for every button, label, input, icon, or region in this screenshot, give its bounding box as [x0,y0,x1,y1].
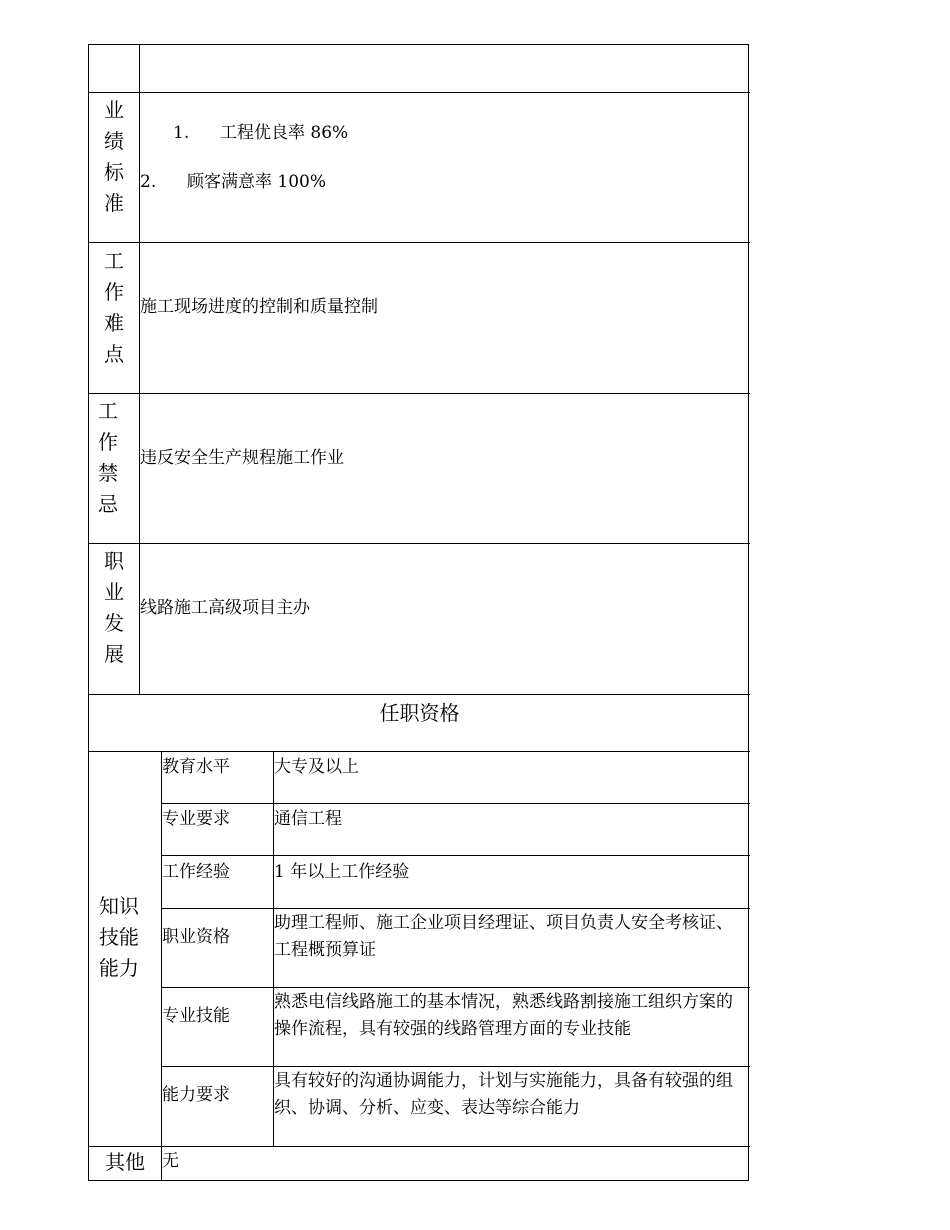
qualification-value-ability: 具有较好的沟通协调能力，计划与实施能力，具备有较强的组织、协调、分析、应变、表达等综合能力 [274,1071,733,1118]
qualification-value-certification: 助理工程师、施工企业项目经理证、项目负责人安全考核证、工程概预算证 [274,913,733,960]
row-divider [89,393,750,394]
row-divider [89,543,750,544]
difficulty-label: 工 作 难 点 [104,249,124,366]
qualification-value-education: 大专及以上 [274,757,359,777]
performance-item-2-number: 2. [140,172,157,192]
row-divider [161,1066,750,1067]
qualification-label-major: 专业要求 [162,809,230,829]
row-divider [161,908,750,909]
other-value: 无 [162,1151,179,1171]
difficulty-text: 施工现场进度的控制和质量控制 [140,297,378,317]
qualification-label-experience: 工作经验 [162,862,230,882]
career-text: 线路施工高级项目主办 [140,598,310,618]
row-divider [161,987,750,988]
qualification-label-ability: 能力要求 [162,1085,230,1105]
qualification-value-skills: 熟悉电信线路施工的基本情况，熟悉线路割接施工组织方案的操作流程，具有较强的线路管理方面的专业技能 [274,992,733,1039]
taboo-label: 工 作 禁 忌 [98,399,118,516]
performance-item-2-text: 顾客满意率 100% [187,172,327,192]
performance-item-1-number: 1. [173,123,190,143]
job-description-table [88,44,749,1181]
qualification-group-label: 知识 技能 能力 [99,894,139,980]
row-divider [89,751,750,752]
row-divider [89,92,750,93]
career-label: 职 业 发 展 [104,549,124,666]
row-divider [89,242,750,243]
row-divider [161,855,750,856]
row-divider [161,803,750,804]
qualification-value-experience: 1 年以上工作经验 [274,862,410,882]
qualification-label-skills: 专业技能 [162,1006,230,1026]
qualification-title: 任职资格 [379,701,460,725]
row-divider [89,694,750,695]
qualification-label-certification: 职业资格 [162,927,230,947]
qualification-value-major: 通信工程 [274,809,342,829]
performance-item-1-text: 工程优良率 86% [220,123,349,143]
other-label: 其他 [105,1150,145,1174]
taboo-text: 违反安全生产规程施工作业 [140,448,344,468]
qualification-label-education: 教育水平 [162,757,230,777]
performance-label: 业 绩 标 准 [104,98,124,215]
row-divider [89,1146,750,1147]
